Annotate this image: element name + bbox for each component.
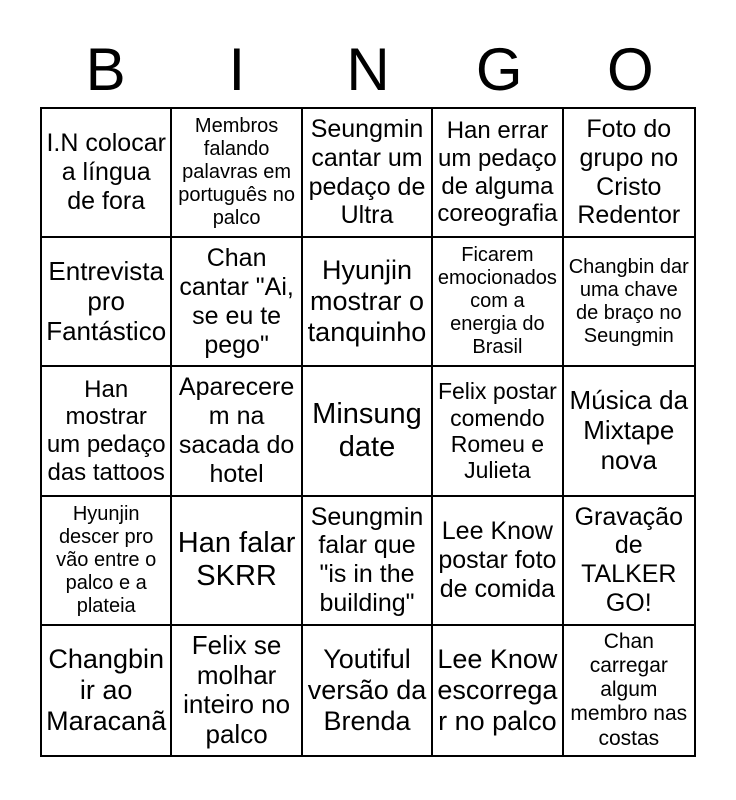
bingo-cell-r4c2[interactable] xyxy=(172,497,302,626)
bingo-grid xyxy=(40,107,696,757)
bingo-cell-r4c5[interactable] xyxy=(564,497,694,626)
bingo-title xyxy=(40,36,696,103)
bingo-cell-r3c3[interactable] xyxy=(303,367,433,496)
bingo-cell-r3c5[interactable] xyxy=(564,367,694,496)
bingo-cell-r5c4[interactable] xyxy=(433,626,563,755)
bingo-cell-text: Changbin dar uma chave de braço no Seungmin xyxy=(568,255,689,347)
bingo-cell-text: Ficarem emocionados com a energia do Brasil xyxy=(437,244,557,359)
bingo-cell-r1c5[interactable] xyxy=(564,109,694,238)
bingo-cell-text: Hyunjin descer pro vão entre o palco e a plateia xyxy=(56,502,157,617)
bingo-cell-text: Youtiful versão da Brenda xyxy=(307,643,427,736)
bingo-cell-r2c5[interactable] xyxy=(564,238,694,367)
bingo-title-letter-b: B xyxy=(85,36,126,103)
bingo-cell-r2c2[interactable] xyxy=(172,238,302,367)
bingo-cell-r2c4[interactable] xyxy=(433,238,563,367)
bingo-cell-text: Seungmin cantar um pedaço de Ultra xyxy=(308,115,426,230)
bingo-cell-r4c1[interactable] xyxy=(42,497,172,626)
bingo-cell-r4c3[interactable] xyxy=(303,497,433,626)
bingo-cell-text: Membros falando palavras em português no palco xyxy=(178,115,295,230)
bingo-cell-r3c2[interactable] xyxy=(172,367,302,496)
bingo-cell-r1c3[interactable] xyxy=(303,109,433,238)
bingo-title-letter-o: O xyxy=(607,36,654,103)
bingo-cell-text: Minsung date xyxy=(312,397,422,463)
bingo-cell-r5c1[interactable] xyxy=(42,626,172,755)
bingo-cell-r1c2[interactable] xyxy=(172,109,302,238)
bingo-cell-text: Hyunjin mostrar o tanquinho xyxy=(307,255,427,348)
bingo-cell-text: Lee Know postar foto de comida xyxy=(438,517,557,603)
bingo-cell-text: Gravação de TALKER GO! xyxy=(574,502,683,617)
bingo-cell-r5c2[interactable] xyxy=(172,626,302,755)
bingo-cell-text: Felix se molhar inteiro no palco xyxy=(183,629,291,750)
bingo-title-letter-g: G xyxy=(475,36,523,103)
bingo-cell-text: Han mostrar um pedaço das tattoos xyxy=(46,375,166,486)
bingo-cell-text: Changbin ir ao Maracanã xyxy=(46,643,167,736)
bingo-cell-r1c1[interactable] xyxy=(42,109,172,238)
bingo-cell-text: Foto do grupo no Cristo Redentor xyxy=(577,115,681,230)
bingo-cell-text: Felix postar comendo Romeu e Julieta xyxy=(437,378,557,484)
bingo-cell-text: Entrevista pro Fantástico xyxy=(46,255,167,346)
bingo-cell-r2c1[interactable] xyxy=(42,238,172,367)
bingo-cell-r1c4[interactable] xyxy=(433,109,563,238)
bingo-cell-r5c5[interactable] xyxy=(564,626,694,755)
bingo-cell-r4c4[interactable] xyxy=(433,497,563,626)
bingo-cell-text: Chan carregar algum membro nas costas xyxy=(570,630,688,750)
bingo-cell-text: Aparecerem na sacada do hotel xyxy=(178,373,295,488)
bingo-cell-text: Han errar um pedaço de alguma coreografia xyxy=(437,117,558,228)
bingo-cell-r5c3[interactable] xyxy=(303,626,433,755)
bingo-cell-r3c4[interactable] xyxy=(433,367,563,496)
bingo-cell-text: I.N colocar a língua de fora xyxy=(46,129,166,215)
bingo-cell-text: Chan cantar "Ai, se eu te pego" xyxy=(179,244,294,359)
bingo-cell-text: Han falar SKRR xyxy=(177,526,296,593)
bingo-cell-text: Música da Mixtape nova xyxy=(569,385,689,475)
bingo-title-letter-n: N xyxy=(346,36,390,103)
bingo-cell-r2c3[interactable] xyxy=(303,238,433,367)
bingo-cell-text: Lee Know escorregar no palco xyxy=(437,643,558,736)
bingo-title-letter-i: I xyxy=(228,36,246,103)
bingo-cell-text: Seungmin falar que "is in the building" xyxy=(310,502,424,617)
bingo-cell-r3c1[interactable] xyxy=(42,367,172,496)
